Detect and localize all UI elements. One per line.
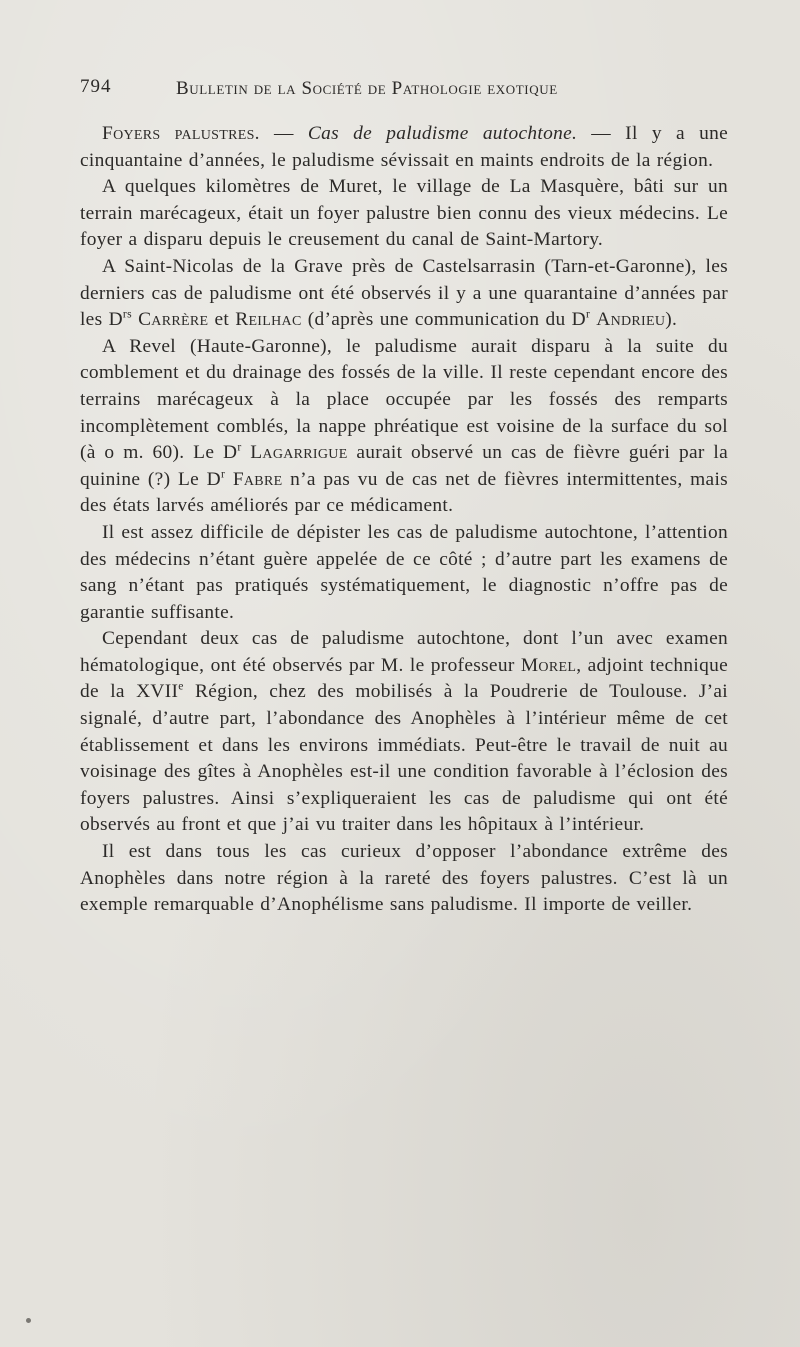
page-header — [80, 76, 740, 106]
author-name: Reilhac — [235, 309, 302, 331]
paragraph-text: n’a pas vu de cas net de fièvres intermittentes, mais des états larvés améliorés par ce médicament. — [80, 468, 728, 517]
section-title: Cas de paludisme autochtone. — [307, 123, 578, 144]
superscript: r — [237, 440, 242, 454]
author-name: Morel — [520, 654, 577, 676]
section-lead: Foyers palustres. — [102, 123, 260, 144]
paragraph-text: A Revel (Haute-Garonne), le paludisme aurait disparu à la suite du comblement et du drainage des fossés de la ville. Il reste cependant encore des terrains marécageux à la place occupée par les fossés des remparts incomplètement comblés, la nappe phréatique est voisine de la surface du sol (à o m. 60). Le D — [80, 335, 728, 464]
author-name: Lagarrigue — [250, 442, 348, 464]
paper-speck — [26, 1318, 31, 1323]
author-name: Carrère — [138, 309, 209, 331]
paragraph-difficulte: Il est assez difficile de dépister les cas de paludisme autochtone, l’attention des médecins n’étant guère appelée de ce côté ; d’autre part les examens de sang n’étant pas pratiqués systématiquement, le diagnostic n’offre pas de garantie suffisante. — [80, 521, 728, 623]
paragraph-text: ). — [665, 309, 678, 331]
superscript: r — [585, 307, 591, 321]
paragraph-cependant — [80, 626, 728, 839]
paragraph-text: , adjoint technique de la XVII — [80, 654, 728, 703]
paragraph-text: Région, chez des mobilisés à la Poudrerie de Toulouse. J’ai signalé, d’autre part, l’abondance des Anophèles à l’intérieur même de cet établissement et dans les environs immédiats. Peut-être le travail de nuit au voisinage des gîtes à Anophèles est-il une condition favorable à l’éclosion des foyers palustres. Ainsi s’expliqueraient les cas de paludisme qui ont été observés au front et que j’ai vu traiter dans les hôpitaux à l’intérieur. — [80, 681, 728, 836]
paragraph-text: et — [208, 309, 236, 331]
paragraph-muret: A quelques kilomètres de Muret, le village de La Masquère, bâti sur un terrain marécageux, était un foyer palustre bien connu des vieux médecins. Le foyer a disparu depuis le creusement du canal de Saint-Martory. — [80, 176, 728, 251]
paragraph-revel — [80, 334, 728, 520]
paragraph-text: aurait observé un cas de fièvre guéri par la quinine (?) Le D — [80, 442, 729, 490]
paragraph-conclusion: Il est dans tous les cas curieux d’opposer l’abondance extrême des Anophèles dans notre région à la rareté des foyers palustres. C’est là un exemple remarquable d’Anophélisme sans paludisme. Il importe de veiller. — [80, 841, 728, 916]
author-name: Andrieu — [596, 309, 666, 331]
superscript: e — [178, 679, 184, 693]
article-body — [80, 121, 728, 919]
page-number: 794 — [80, 76, 112, 97]
running-title: Bulletin de la Société de Pathologie exotique — [176, 78, 558, 99]
superscript: rs — [122, 307, 132, 321]
superscript: r — [220, 467, 226, 481]
paragraph-foyers-palustres — [80, 121, 728, 174]
author-name: Fabre — [232, 468, 283, 490]
paragraph-text: Cependant deux cas de paludisme autochtone, dont l’un avec examen hématologique, ont été observés par M. le professeur — [80, 628, 728, 676]
paragraph-text: A Saint-Nicolas de la Grave près de Castelsarrasin (Tarn-et-Garonne), les derniers cas de paludisme ont été observés il y a une quarantaine d’années par les D — [80, 255, 728, 331]
paragraph-saint-nicolas — [80, 254, 728, 334]
dash: — — [259, 123, 308, 144]
paragraph-text: (d’après une communication du D — [301, 309, 586, 331]
paragraph-text: — Il y a une cinquantaine d’années, le paludisme sévissait en maints endroits de la région. — [80, 123, 728, 171]
